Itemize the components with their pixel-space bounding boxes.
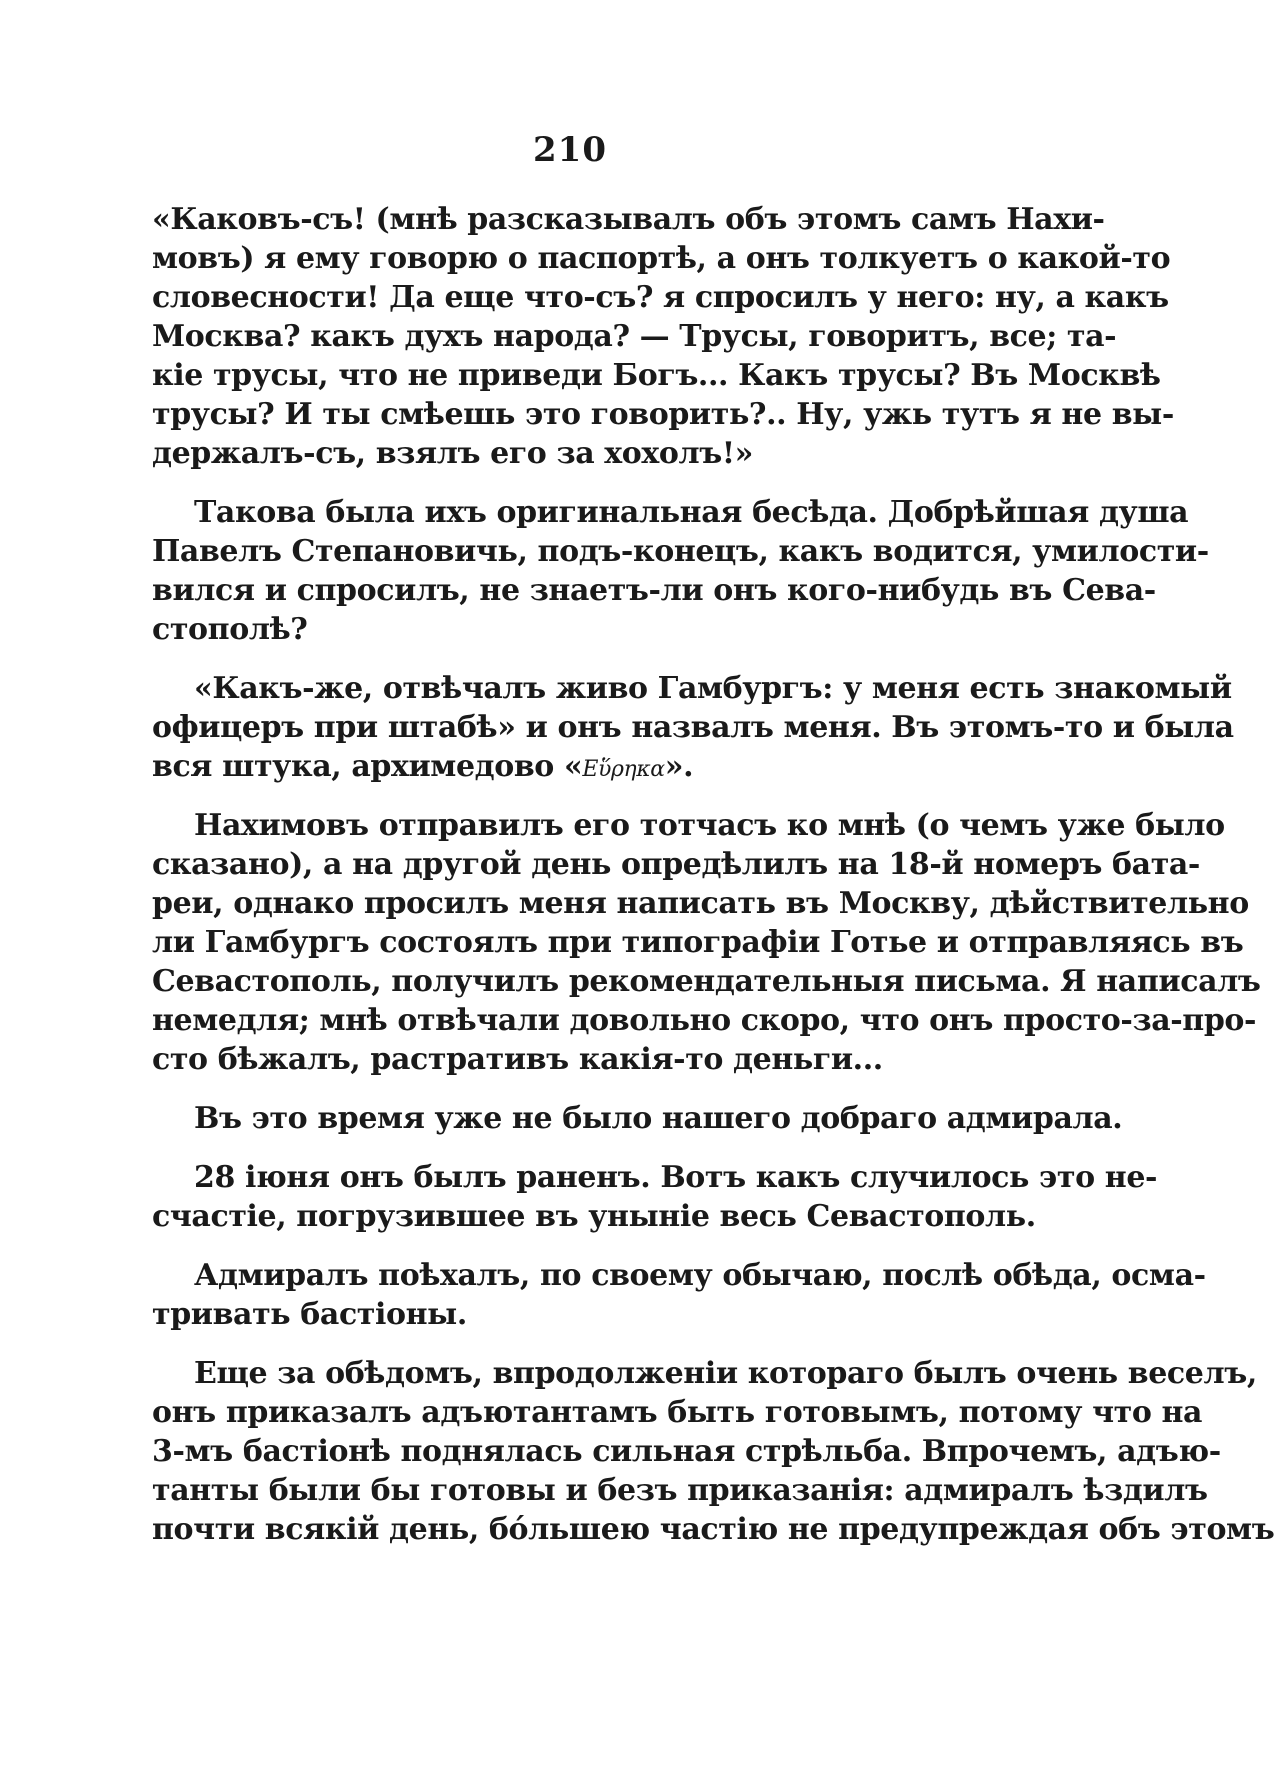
paragraph	[152, 806, 1261, 1079]
text-line: вился и спросилъ, не знаетъ-ли онъ кого-нибудь въ Сева-	[152, 573, 1156, 608]
body-text	[152, 200, 1274, 1569]
text-line: 28 іюня онъ былъ раненъ. Вотъ какъ случилось это не-	[194, 1160, 1158, 1195]
text-line: почти всякій день, бо́льшею частію не предупреждая объ этомъ	[152, 1512, 1274, 1547]
text-line: онъ приказалъ адъютантамъ быть готовымъ, потому что на	[152, 1395, 1203, 1430]
text-line: Такова была ихъ оригинальная бесѣда. Добрѣйшая душа	[194, 495, 1189, 530]
text-line: стополѣ?	[152, 612, 308, 647]
paragraph	[152, 1099, 1123, 1138]
text-line: Нахимовъ отправилъ его тотчасъ ко мнѣ (о чемъ уже было	[194, 808, 1225, 843]
text-line: немедля; мнѣ отвѣчали довольно скоро, что онъ просто-за-про-	[152, 1003, 1257, 1038]
paragraph	[152, 1256, 1206, 1334]
text-line: Еще за обѣдомъ, впродолженіи котораго былъ очень веселъ,	[194, 1356, 1257, 1391]
text-line: Москва? какъ духъ народа? — Трусы, говоритъ, все; та-	[152, 319, 1117, 354]
text-line: трусы? И ты смѣешь это говорить?.. Ну, ужь тутъ я не вы-	[152, 397, 1174, 432]
text-line: тривать бастіоны.	[152, 1297, 467, 1332]
text-line: офицеръ при штабѣ» и онъ назвалъ меня. Въ этомъ-то и была	[152, 710, 1234, 745]
line-prefix: вся штука, архимедово «	[152, 749, 583, 784]
greek-word: Εὕρηκα	[582, 757, 665, 782]
paragraph	[152, 1158, 1158, 1236]
text-line: «Каковъ-съ! (мнѣ разсказывалъ объ этомъ самъ Нахи-	[152, 202, 1105, 237]
text-line	[152, 747, 974, 786]
paragraph	[152, 1354, 1274, 1549]
text-line: 3-мъ бастіонѣ поднялась сильная стрѣльба. Впрочемъ, адъю-	[152, 1434, 1221, 1469]
paragraph	[152, 669, 1234, 786]
text-line: сказано), а на другой день опредѣлилъ на 18-й номеръ бата-	[152, 847, 1200, 882]
paragraph	[152, 200, 1174, 473]
text-line: Адмиралъ поѣхалъ, по своему обычаю, послѣ обѣда, осма-	[194, 1258, 1206, 1293]
line-suffix: ».	[664, 749, 694, 784]
page-number: 210	[533, 130, 607, 170]
text-line: «Какъ-же, отвѣчалъ живо Гамбургъ: у меня есть знакомый	[194, 671, 1232, 706]
text-line: счастіе, погрузившее въ уныніе весь Севастополь.	[152, 1199, 1036, 1234]
text-line: реи, однако просилъ меня написать въ Москву, дѣйствительно	[152, 886, 1249, 921]
text-line: кіе трусы, что не приведи Богъ... Какъ трусы? Въ Москвѣ	[152, 358, 1161, 393]
text-line: танты были бы готовы и безъ приказанія: адмиралъ ѣздилъ	[152, 1473, 1208, 1508]
text-line: ли Гамбургъ состоялъ при типографіи Готье и отправляясь въ	[152, 925, 1244, 960]
paragraph	[152, 493, 1209, 649]
text-line: мовъ) я ему говорю о паспортѣ, а онъ толкуетъ о какой-то	[152, 241, 1171, 276]
text-line: словесности! Да еще что-съ? я спросилъ у него: ну, а какъ	[152, 280, 1169, 315]
text-line: сто бѣжалъ, растративъ какія-то деньги...	[152, 1042, 883, 1077]
text-line: держалъ-съ, взялъ его за хохолъ!»	[152, 436, 753, 471]
text-line: Севастополь, получилъ рекомендательныя письма. Я написалъ	[152, 964, 1261, 999]
text-line: Въ это время уже не было нашего добраго адмирала.	[194, 1101, 1123, 1136]
text-line: Павелъ Степановичь, подъ-конецъ, какъ водится, умилости-	[152, 534, 1209, 569]
